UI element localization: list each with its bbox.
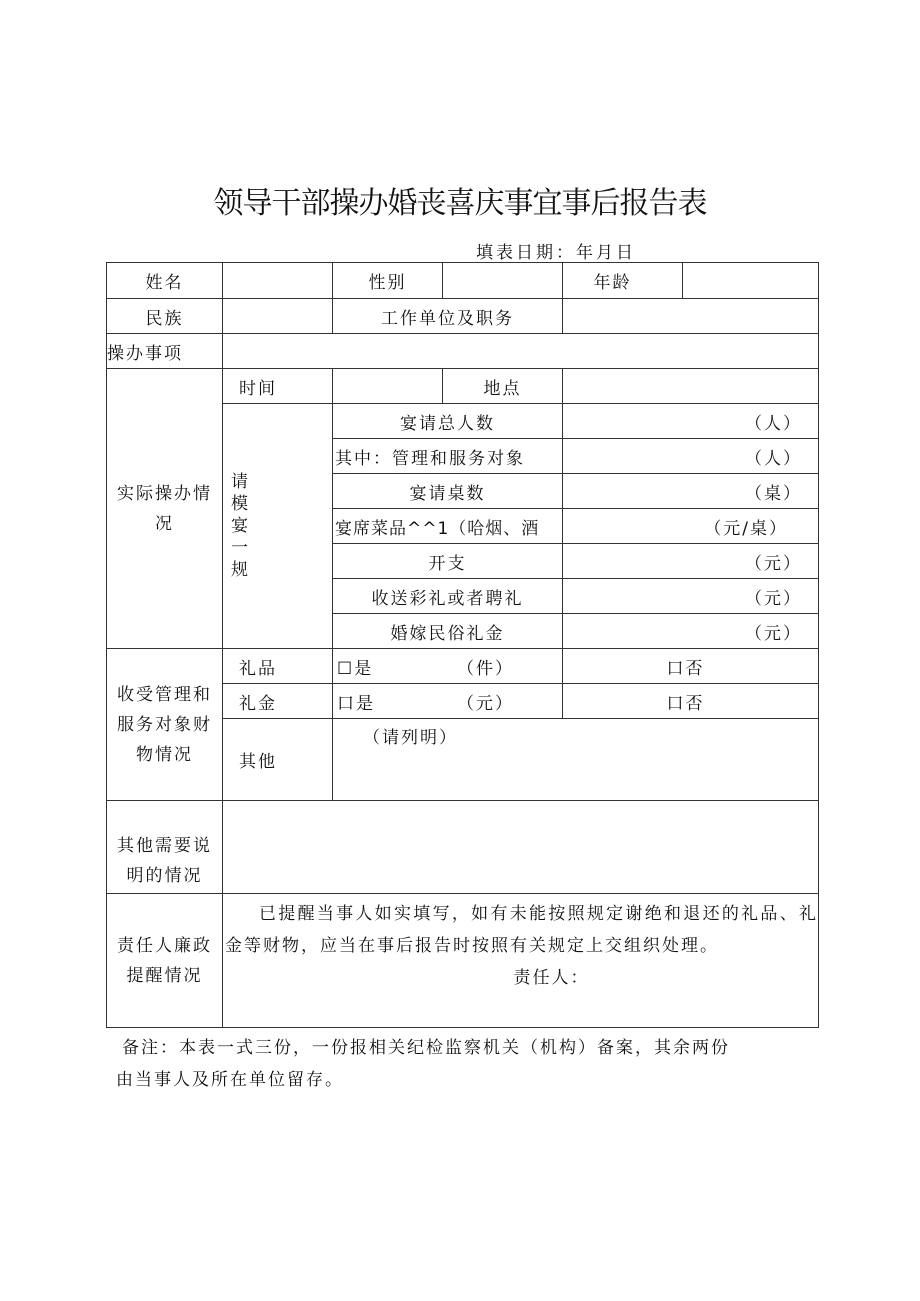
ethnic-field[interactable] [223,299,333,334]
other-gift-label: 其他 [223,719,333,801]
page-title: 领导干部操办婚丧喜庆事宜事后报告表 [213,186,707,221]
remarks [116,1032,822,1096]
row-reminder [107,894,819,1028]
time-field[interactable] [333,369,443,404]
gift-yes-checkbox[interactable]: ☐是 [337,658,374,679]
gifts-section-label: 收受管理和服务对象财物情况 [107,649,223,801]
other-info-field[interactable] [223,801,819,894]
banquet-item-label: 收送彩礼或者聘礼 [333,579,563,614]
matter-label: 操办事项 [107,334,223,369]
row-ethnic-work [107,299,819,334]
scale-char: 请 [231,472,250,492]
banquet-item-label: 宴席菜品^^1（哈烟、酒 [333,509,563,544]
actual-situation-label: 实际操办情况 [107,369,223,649]
money-unit: （元） [457,693,514,714]
reminder-text: 已提醒当事人如实填写，如有未能按照规定谢绝和退还的礼品、礼金等财物，应当在事后报告时按照有关规定上交组织处理。 [225,904,818,956]
gift-no-checkbox[interactable]: 口否 [563,649,819,684]
banquet-item-field[interactable]: （元） [563,614,819,649]
banquet-item-field[interactable]: （元/桌） [563,509,819,544]
banquet-item-field[interactable]: （桌） [563,474,819,509]
banquet-item-field[interactable]: （元） [563,579,819,614]
age-field[interactable] [683,263,819,299]
ethnic-label: 民族 [107,299,223,334]
row-time-place [107,369,819,404]
scale-char: 模 [231,494,250,514]
time-label: 时间 [223,369,333,404]
gender-field[interactable] [443,263,563,299]
banquet-item-label: 婚嫁民俗礼金 [333,614,563,649]
name-field[interactable] [223,263,333,299]
banquet-item-label: 宴请桌数 [333,474,563,509]
place-field[interactable] [563,369,819,404]
money-no-checkbox[interactable]: 口否 [563,684,819,719]
banquet-item-label: 其中：管理和服务对象 [333,439,563,474]
banquet-item-field[interactable]: （人） [563,439,819,474]
scale-char: 一 [231,538,250,558]
row-basic-info [107,263,819,299]
gift-unit: （件） [457,658,514,679]
banquet-item-label: 开支 [333,544,563,579]
work-unit-field[interactable] [563,299,819,334]
money-label: 礼金 [223,684,333,719]
remarks-line: 备注：本表一式三份，一份报相关纪检监察机关（机构）备案，其余两份 [122,1038,730,1058]
gender-label: 性别 [333,263,443,299]
reminder-label: 责任人廉政提醒情况 [107,894,223,1028]
age-label: 年龄 [563,263,683,299]
matter-field[interactable] [223,334,819,369]
other-gift-field[interactable]: （请列明） [333,719,819,801]
banquet-scale-label [223,404,333,649]
fill-date-label: 填表日期：年月日 [476,243,636,263]
work-unit-label: 工作单位及职务 [333,299,563,334]
scale-char: 宴 [231,516,250,536]
row-gift-items [107,649,819,684]
banquet-item-label: 宴请总人数 [333,404,563,439]
gift-label: 礼品 [223,649,333,684]
money-yes-option[interactable] [333,684,563,719]
scale-char: 规 [231,560,250,580]
banquet-item-field[interactable]: （元） [563,544,819,579]
reminder-content [223,894,819,1028]
report-form-table [106,262,819,1028]
row-other-info [107,801,819,894]
other-info-label: 其他需要说明的情况 [107,801,223,894]
row-matter [107,334,819,369]
money-yes-checkbox[interactable]: 口是 [337,693,375,714]
banquet-item-field[interactable]: （人） [563,404,819,439]
place-label: 地点 [443,369,563,404]
responsible-signature[interactable]: 责任人： [513,968,590,988]
name-label: 姓名 [107,263,223,299]
remarks-line: 由当事人及所在单位留存。 [116,1070,344,1090]
gift-yes-option[interactable] [333,649,563,684]
